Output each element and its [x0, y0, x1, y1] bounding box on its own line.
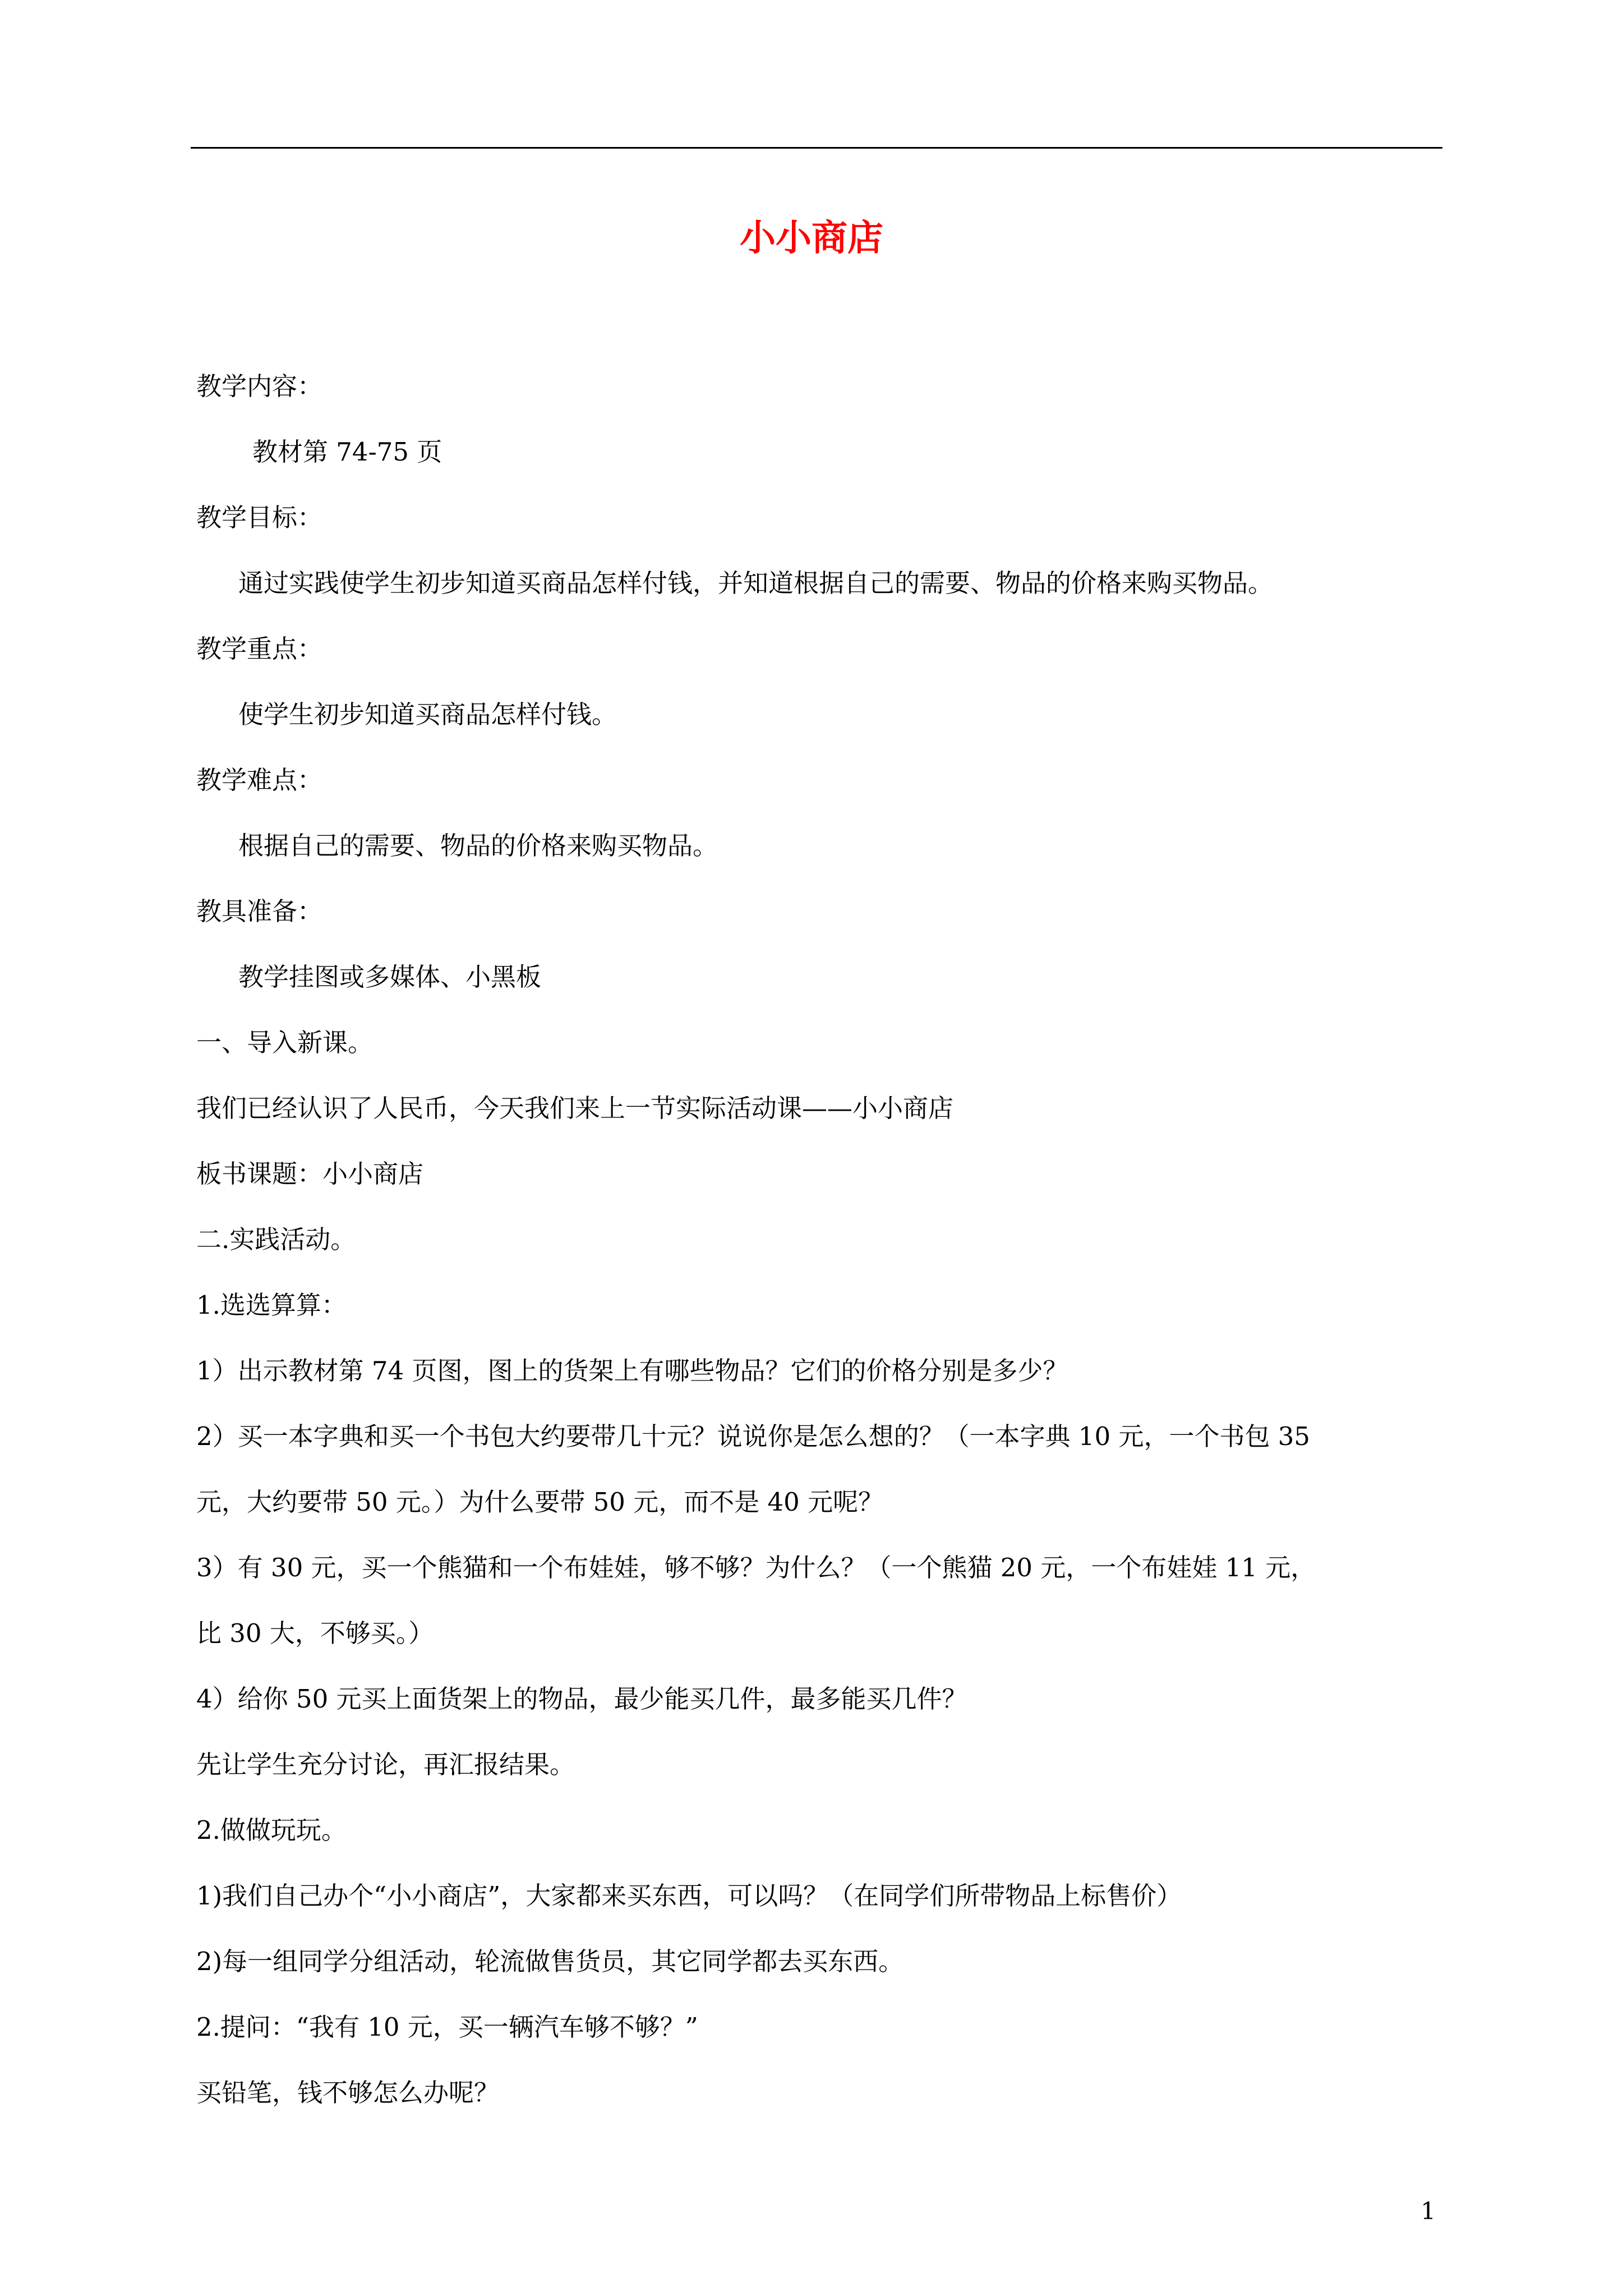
heading-teaching-content: 教学内容： — [196, 371, 323, 401]
paragraph-line: 我们已经认识了人民币，今天我们来上一节实际活动课——小小商店 — [196, 1093, 954, 1123]
page-number: 1 — [1421, 2197, 1436, 2225]
paragraph-line: 先让学生充分讨论，再汇报结果。 — [196, 1750, 575, 1779]
paragraph-teaching-aids: 教学挂图或多媒体、小黑板 — [238, 962, 542, 992]
heading-teaching-goal: 教学目标： — [196, 503, 323, 532]
paragraph-line: 2）买一本字典和买一个书包大约要带几十元？说说你是怎么想的？（一本字典 10 元，一个书包 35 — [196, 1421, 1311, 1451]
document-body — [196, 353, 1453, 2125]
paragraph-line: 板书课题：小小商店 — [196, 1159, 424, 1189]
section-heading-intro: 一、导入新课。 — [196, 1028, 374, 1057]
document-title: 小小商店 — [740, 217, 883, 259]
subsection-heading: 1.选选算算： — [196, 1290, 347, 1320]
subsection-heading: 2.做做玩玩。 — [196, 1815, 347, 1845]
paragraph-line: 比 30 大，不够买。） — [196, 1618, 434, 1648]
paragraph-line: 3）有 30 元，买一个熊猫和一个布娃娃，够不够？为什么？（一个熊猫 20 元，一个布娃娃 11 元， — [196, 1553, 1316, 1582]
paragraph-teaching-content: 教材第 74-75 页 — [252, 437, 442, 467]
header-rule — [191, 147, 1442, 149]
paragraph-line: 2.提问：“我有 10 元，买一辆汽车够不够？” — [196, 2012, 698, 2042]
heading-teaching-aids: 教具准备： — [196, 896, 323, 926]
paragraph-line: 2)每一组同学分组活动，轮流做售货员，其它同学都去买东西。 — [196, 1947, 904, 1976]
paragraph-teaching-difficulty: 根据自己的需要、物品的价格来购买物品。 — [238, 831, 718, 861]
paragraph-teaching-focus: 使学生初步知道买商品怎样付钱。 — [238, 700, 617, 729]
paragraph-line: 1）出示教材第 74 页图，图上的货架上有哪些物品？它们的价格分别是多少？ — [196, 1356, 1068, 1386]
section-heading-practice: 二.实践活动。 — [196, 1225, 356, 1254]
heading-teaching-focus: 教学重点： — [196, 634, 323, 664]
paragraph-line: 4）给你 50 元买上面货架上的物品，最少能买几件，最多能买几件？ — [196, 1684, 967, 1714]
paragraph-teaching-goal: 通过实践使学生初步知道买商品怎样付钱，并知道根据自己的需要、物品的价格来购买物品。 — [238, 568, 1274, 598]
heading-teaching-difficulty: 教学难点： — [196, 765, 323, 795]
paragraph-line: 元，大约要带 50 元。）为什么要带 50 元，而不是 40 元呢？ — [196, 1487, 884, 1517]
paragraph-line: 买铅笔，钱不够怎么办呢？ — [196, 2078, 500, 2108]
paragraph-line: 1)我们自己办个“小小商店”，大家都来买东西，可以吗？（在同学们所带物品上标售价） — [196, 1881, 1182, 1911]
